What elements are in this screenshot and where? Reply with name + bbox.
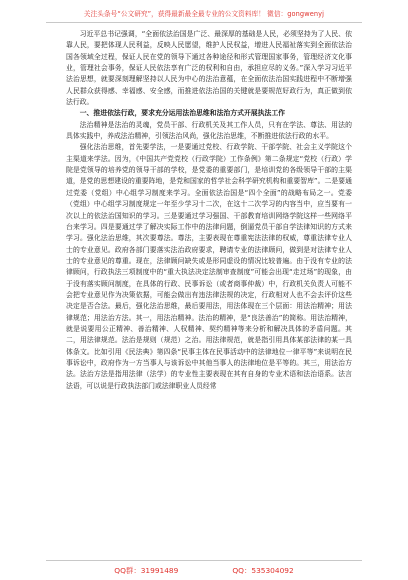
body-paragraph: 强化法治思维，首先要学法，一是要通过党校、行政学院、干部学院、社会主义学院这个主渠道来学法。因为，《中国共产党党校（行政学院）工作条例》第二条规定“党校（行政）学院是党领导的培养党的领导干部的学校，是党委的重要部门，是培训党的各级领导干部的主渠道，是党的思想建设的重要阵地，是党和国家的哲学社会科学研究机构和重要智库”。二是要通过党委（党组）中心组学习制度来学习。全面依法治国是“四个全面”的战略布局之一。党委（党组）中心组学习制度规定一年至少学习十二次，在这十二次学习的内容当中，应当要有一次以上的依法治国知识的学习。三是要通过学习强国、干部教育培训网络学院这样一些网络平台来学习。四是要通过学了解决实际工作中的法律问题，倒逼党员干部自学法律知识的方式来学习。强化法治思维，其次要尊法。尊法，主要表现在尊重宪法法律的权威，尊重法律专业人士的专业意见。政府各部门要落实法治政府要求，聘请专业的法律顾问，做到是对法律专业人士的专业意见的尊重。现在，法律顾问缺失或是形同虚设的情况比较普遍。由于没有专业的法律顾问，行政执法三项制度中的“重大执法决定法制审查制度”可能会出现“走过场”的现象，由于没有落实顾问制度，在具体的行政、民事诉讼（或者商事仲裁）中，行政机关负责人可能不会把专业意见作为决策依据，可能会做出有违法律法规的决定，行政相对人也不会去评价这些决定是否合法。最后，强化法治思维，最后要用法，用法体现在三个层面：用法治精神；用法律规范；用法治方法。其一，用法治精神。法治的精神，是“良法善治”的简称。用法治精神，就是说要用公正精神、善治精神、人权精神、契约精神等来分析和解决具体的矛盾问题。其二，用法律规范。法治是规则（规范）之治。用法律规范，就是指引用具体某部法律的某一具体条文。比如引用《民法典》第四条“民事主体在民事活动中的法律地位一律平等”来说明在民事诉讼中，政府作为一方当事人与该诉讼中其他当事人的法律地位是平等的。其三，用法治方法。法治方法是指用法律（法学）的专业性主要表现在其有自身的专业术语和法治语系。法言法语，可以说是行政执法部门或法律职业人员经常 xyxy=(66,143,352,390)
intro-paragraph: 习近平总书记强调，“全面依法治国是广泛、最深厚的基础是人民，必须坚持为了人民、依靠人民，要把体现人民利益，反映人民愿望，维护人民权益，增进人民福祉落实到全面依法治国各领域全过程，保证人民在党的领导下通过各种途径和形式管理国家事务，管理经济文化事业，管理社会事务，保证人民依法享有广泛的权利和自由，承担应尽的义务。”深入学习习近平法治思想，就要深刻理解坚持以人民为中心的法治意蕴，在全面依法治国实践进程中不断增强人民群众获得感、幸福感、安全感，而推进依法治国的关键就是要规范好政行为，真正做到依法行政。 xyxy=(66,30,352,107)
footer-rule xyxy=(46,560,362,561)
section-heading: 一、推进依法行政，要求充分运用法治思维和法治方式开展执法工作 xyxy=(79,109,286,118)
qq-group-text: QQ群：31991489 xyxy=(114,566,179,575)
footer-contact xyxy=(0,565,408,576)
qq-number-text: QQ：535304092 xyxy=(232,566,294,575)
promo-header: 关注头条号“公文研究”，获得最新最全最专业的公文资料库！ 微信：gongwenyj xyxy=(83,10,325,18)
header-rule xyxy=(46,22,362,23)
document-body xyxy=(66,29,352,392)
body-paragraph: 法治精神是法治的灵魂，党员干部、行政机关及其工作人员，只有在学法、尊法、用法的具体实践中，养成法治精神，引领法治风尚，强化法治思维，不断推进依法行政的水平。 xyxy=(66,120,352,141)
